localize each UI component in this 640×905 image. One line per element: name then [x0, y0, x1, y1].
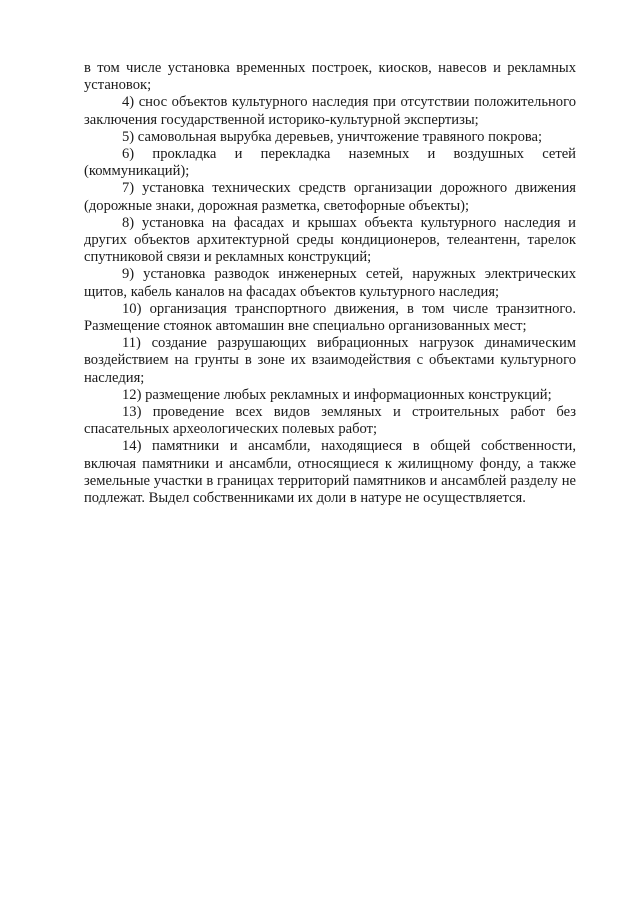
paragraph-item-8: 8) установка на фасадах и крышах объекта культурного наследия и других объектов архитектурной среды кондиционеров, телеантенн, тарелок спутниковой связи и рекламных конструкций;	[84, 214, 576, 266]
paragraph-item-4: 4) снос объектов культурного наследия при отсутствии положительного заключения государственной историко-культурной экспертизы;	[84, 94, 576, 128]
paragraph-item-7: 7) установка технических средств организации дорожного движения (дорожные знаки, дорожная разметка, светофорные объекты);	[84, 180, 576, 214]
paragraph-item-11: 11) создание разрушающих вибрационных нагрузок динамическим воздействием на грунты в зоне их взаимодействия с объектами культурного наследия;	[84, 335, 576, 386]
paragraph-item-6: 6) прокладка и перекладка наземных и воздушных сетей (коммуникаций);	[84, 146, 576, 180]
paragraph-item-10: 10) организация транспортного движения, в том числе транзитного. Размещение стоянок автомашин вне специально организованных мест;	[84, 300, 576, 335]
paragraph-item-13: 13) проведение всех видов земляных и строительных работ без спасательных археологических полевых работ;	[84, 404, 576, 438]
paragraph-item-9: 9) установка разводок инженерных сетей, наружных электрических щитов, кабель каналов на фасадах объектов культурного наследия;	[84, 266, 576, 300]
paragraph-item-5: 5) самовольная вырубка деревьев, уничтожение травяного покрова;	[122, 128, 543, 145]
paragraph-continuation: в том числе установка временных построек, киосков, навесов и рекламных установок;	[84, 60, 576, 94]
paragraph-item-12: 12) размещение любых рекламных и информационных конструкций;	[122, 386, 552, 403]
paragraph-item-14: 14) памятники и ансамбли, находящиеся в общей собственности, включая памятники и ансамбли, относящиеся к жилищному фонду, а также земельные участки в границах территорий памятников и ансамблей разделу не подлежат. Выдел собственниками их доли в натуре не осуществляется.	[84, 438, 576, 507]
document-body	[84, 60, 576, 507]
